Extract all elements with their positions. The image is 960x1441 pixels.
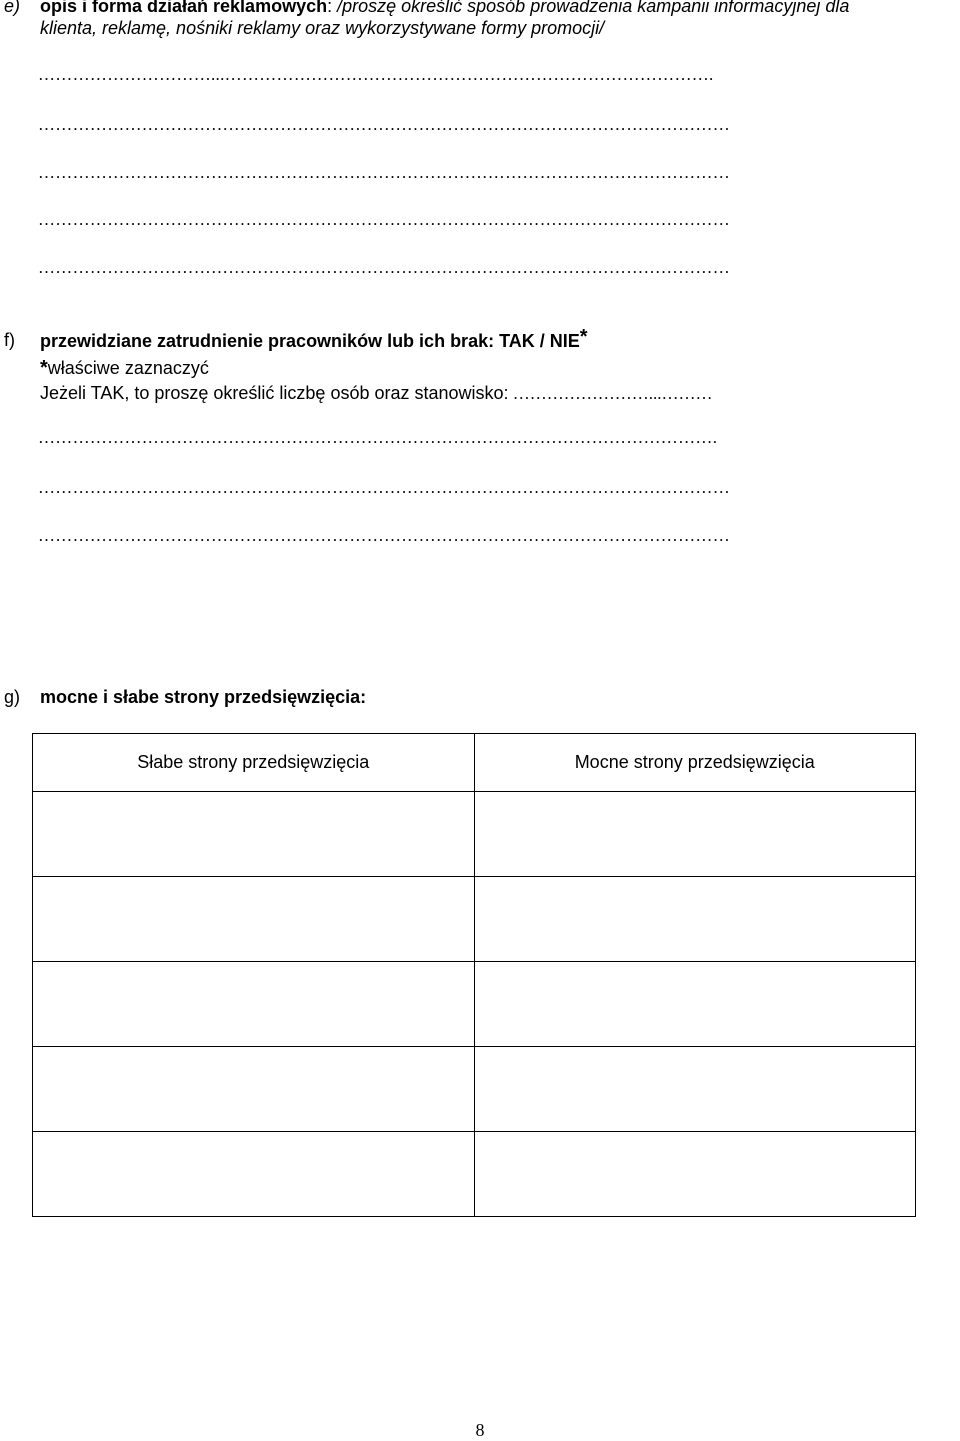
table-row [33,1132,916,1217]
strengths-weaknesses-table [32,733,916,1217]
table-header-row [33,734,916,792]
strength-cell[interactable] [474,792,916,877]
weakness-cell[interactable] [33,1132,475,1217]
section-f-heading [40,326,588,353]
weakness-cell[interactable] [33,962,475,1047]
dotted-line[interactable]: ………………………………………………………………………………………………………… [38,210,730,229]
table-row [33,962,916,1047]
weakness-cell[interactable] [33,877,475,962]
section-f-question-text: Jeżeli TAK, to proszę określić liczbę osób oraz stanowisko: [40,383,509,403]
table-row [33,792,916,877]
weakness-cell[interactable] [33,1047,475,1132]
section-f-question [40,383,713,404]
section-f-note-text: właściwe zaznaczyć [47,358,209,378]
section-g-heading: mocne i słabe strony przedsięwzięcia: [40,687,367,707]
section-e-heading: opis i forma działań reklamowych [40,0,328,16]
strength-cell[interactable] [474,1047,916,1132]
dotted-line[interactable]: ………………………………………………………………………………………………………… [38,258,730,277]
column-header-weaknesses: Słabe strony przedsięwzięcia [33,734,475,792]
section-e-note-line2: klienta, reklamę, nośniki reklamy oraz wykorzystywane formy promocji/ [40,18,605,38]
section-e-letter: e) [4,0,21,16]
section-f-note [40,357,209,380]
section-f-letter: f) [4,330,15,350]
table-row [33,1047,916,1132]
dotted-line[interactable]: ………………………………………………………………………………………………………. [38,428,718,447]
table-row [33,877,916,962]
section-e-title [40,0,849,17]
section-e-colon: : [327,0,333,16]
strength-cell[interactable] [474,877,916,962]
dotted-line[interactable]: ………………………………………………………………………………………………………… [38,526,730,545]
asterisk-mark: * [40,357,48,379]
column-header-strengths: Mocne strony przedsięwzięcia [474,734,916,792]
question-answer-dots[interactable]: ……………………...……… [508,384,713,403]
dotted-line[interactable]: ………………………………………………………………………………………………………… [38,115,730,134]
section-e-note-line1: /proszę określić sposób prowadzenia kampanii informacyjnej dla [332,0,850,16]
strength-cell[interactable] [474,962,916,1047]
dotted-line[interactable]: ………………………………………………………………………………………………………… [38,163,730,182]
section-f-heading-text: przewidziane zatrudnienie pracowników lub ich brak: TAK / NIE [40,331,580,351]
page-number: 8 [475,1420,485,1440]
asterisk-mark: * [579,326,588,348]
weakness-cell[interactable] [33,792,475,877]
strength-cell[interactable] [474,1132,916,1217]
dotted-line[interactable]: …………………………...…………………………………………………………………………. [38,65,714,84]
section-g-letter: g) [4,687,21,707]
dotted-line[interactable]: ………………………………………………………………………………………………………… [38,478,730,497]
